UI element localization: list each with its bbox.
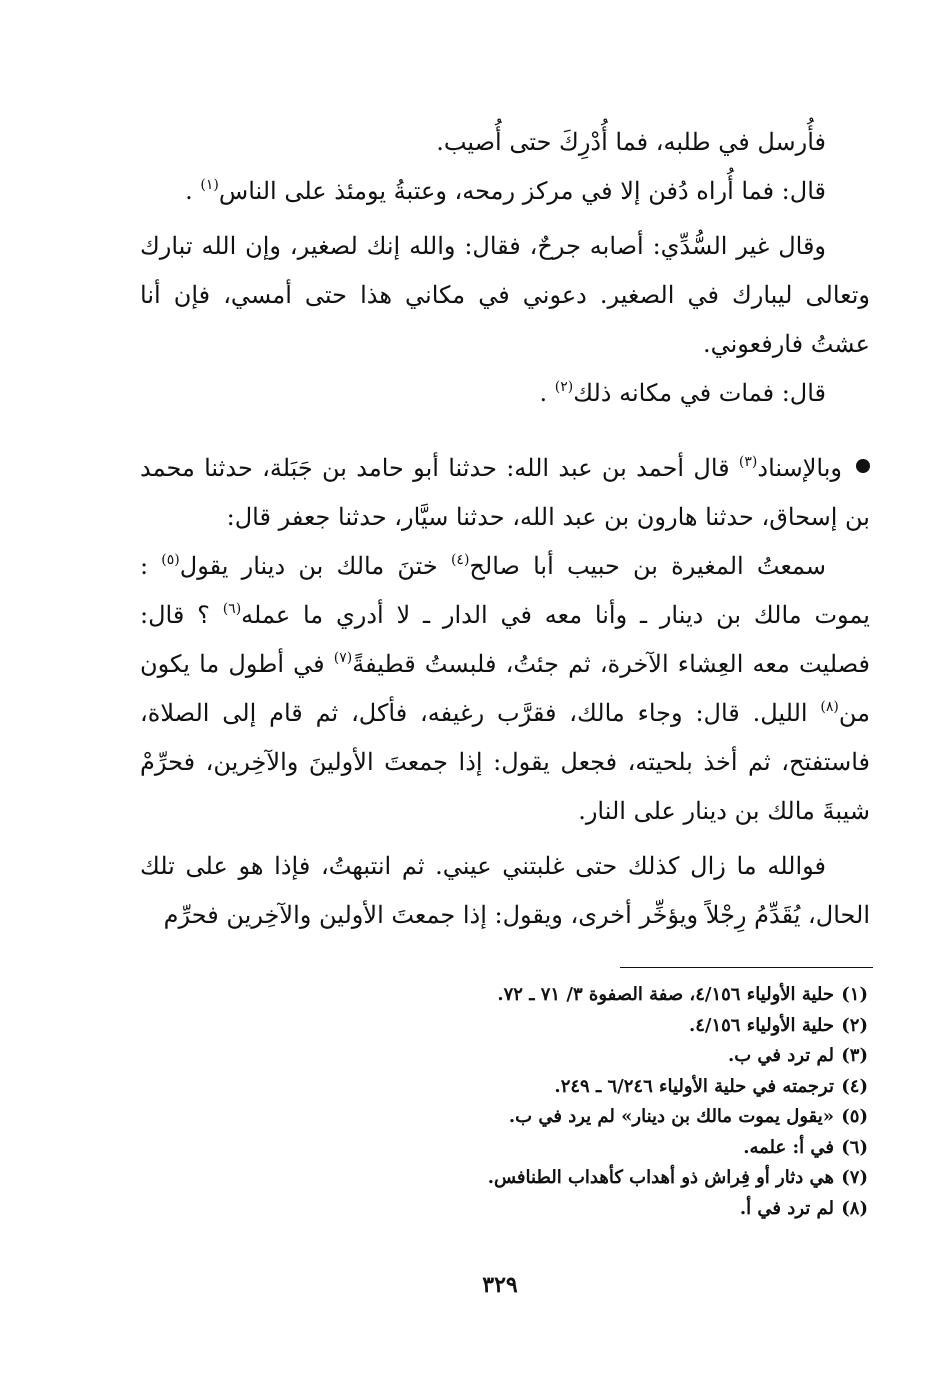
footnote-text: لم ترد في أ.	[739, 1197, 834, 1219]
footnote-number: (٤)	[841, 1075, 868, 1097]
footnote-number: (٧)	[841, 1167, 868, 1188]
paragraph	[140, 369, 870, 418]
page-number: ٣٢٩	[482, 1272, 518, 1298]
footnote-text: لم ترد في ب.	[727, 1045, 834, 1066]
footnote-number: (٦)	[841, 1136, 868, 1158]
footnote-ref[interactable]: (٤)	[450, 552, 470, 568]
footnote-number: (٥)	[841, 1106, 868, 1127]
footnote	[140, 1133, 868, 1164]
footnote-text: «يقول يموت مالك بن دينار» لم يرد في ب.	[508, 1106, 834, 1127]
paragraph	[140, 444, 870, 542]
footnote-text: حلية الأولياء ٤/١٥٦، صفة الصفوة ٣/ ٧١ ـ ٧٢.	[497, 984, 834, 1005]
footnote	[140, 1163, 868, 1194]
paragraph	[140, 167, 870, 216]
paragraph-text: وبالإسناد	[757, 454, 842, 482]
paragraph	[140, 542, 870, 836]
paragraph	[140, 842, 870, 940]
paragraph-text: .	[539, 379, 555, 407]
main-text	[140, 118, 870, 940]
footnote-number: (٣)	[841, 1045, 868, 1066]
footnote	[140, 980, 868, 1011]
footnote	[140, 1102, 868, 1133]
footnote	[140, 1041, 868, 1072]
footnote-ref[interactable]: (١)	[200, 177, 219, 193]
paragraph-text: في أطول ما يكون من	[140, 650, 870, 727]
footnote-divider	[620, 967, 873, 968]
paragraph-text: قال: فمات في مكانه ذلك	[573, 379, 826, 407]
footnote-number: (٨)	[841, 1197, 868, 1219]
footnote-text: ترجمته في حلية الأولياء ٦/٢٤٦ ـ ٢٤٩.	[554, 1075, 834, 1097]
footnote-ref[interactable]: (٣)	[738, 454, 758, 470]
footnote-ref[interactable]: (٨)	[820, 699, 839, 715]
paragraph-text: : يموت مالك بن دينار ـ وأنا معه في الدار ـ لا أدري ما عمله	[140, 552, 870, 629]
paragraph-text: قال أحمد بن عبد الله: حدثنا أبو حامد بن جَبَلة، حدثنا محمد بن إسحاق، حدثنا هارون بن عبد الله، حدثنا سيَّار، حدثنا جعفر قال:	[140, 454, 870, 531]
paragraph	[140, 118, 870, 167]
paragraph-text: ختنَ مالك بن دينار يقول	[179, 552, 451, 580]
footnote	[140, 1011, 868, 1042]
paragraph-text: فأُرسل في طلبه، فما أُدْرِكَ حتى أُصيب.	[436, 128, 826, 156]
footnote	[140, 1194, 868, 1225]
footnote-ref[interactable]: (٢)	[554, 379, 574, 395]
footnote-number: (١)	[841, 984, 868, 1005]
paragraph-text: الليل. قال: وجاء مالك، فقرَّب رغيفه، فأكل، ثم قام إلى الصلاة، فاستفتح، ثم أخذ بلحيته، فجعل يقول: إذا جمعتَ الأولينَ والآخِرين، فحرِّمْ شيبةَ مالك بن دينار على النار.	[140, 699, 870, 825]
footnote-text: هي دثار أو فِراش ذو أهداب كأهداب الطنافس.	[487, 1167, 834, 1188]
footnote-ref[interactable]: (٦)	[222, 601, 242, 617]
footnote-text: حلية الأولياء ٤/١٥٦.	[688, 1014, 834, 1036]
footnote-ref[interactable]: (٥)	[161, 552, 180, 568]
paragraph	[140, 222, 870, 369]
footnote	[140, 1072, 868, 1103]
footnote-number: (٢)	[841, 1014, 868, 1036]
bullet-icon	[856, 459, 870, 473]
paragraph-text: سمعتُ المغيرة بن حبيب أبا صالح	[469, 552, 827, 580]
footnote-ref[interactable]: (٧)	[333, 650, 353, 666]
footnote-text: في أ: علمه.	[743, 1136, 834, 1158]
paragraph-text: .	[185, 177, 201, 205]
footnotes	[140, 980, 868, 1224]
paragraph-text: قال: فما أُراه دُفن إلا في مركز رمحه، وعتبةُ يومئذ على الناس	[218, 177, 826, 205]
paragraph-text: ؟ قال: فصليت معه العِشاء الآخرة، ثم جئتُ، فلبستُ قطيفةً	[140, 601, 870, 678]
paragraph-text: فوالله ما زال كذلك حتى غلبتني عيني. ثم انتبهتُ، فإذا هو على تلك الحال، يُقَدِّمُ رِجْلاً ويؤخِّر أخرى، ويقول: إذا جمعتَ الأولين والآخِرين فحرِّم	[140, 852, 870, 929]
paragraph-text: وقال غير السُّدِّي: أصابه جرحٌ، فقال: والله إنك لصغير، وإن الله تبارك وتعالى ليبارك في الصغير. دعوني في مكاني هذا حتى أمسي، فإن أنا عشتُ فارفعوني.	[140, 232, 871, 358]
